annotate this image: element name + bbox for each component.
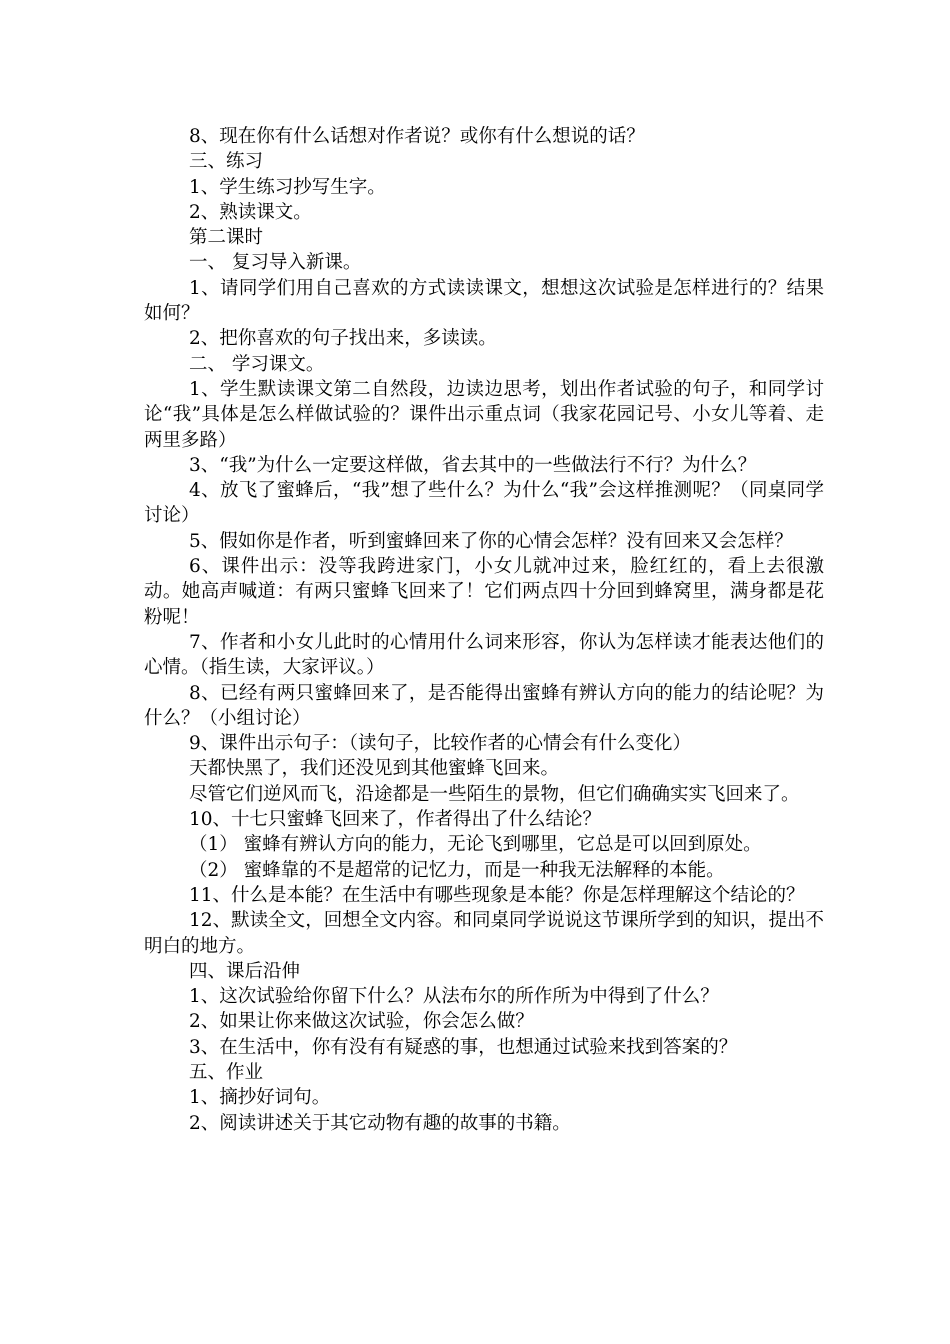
paragraph: 1、这次试验给你留下什么？从法布尔的所作所为中得到了什么？: [189, 986, 719, 1008]
paragraph: 6、课件出示：没等我跨进家门，小女儿就冲过来，脸红红的，看上去很激动。她高声喊道：有两只蜜蜂飞回来了！它们两点四十分回到蜂窝里，满身都是花粉呢！: [144, 556, 824, 628]
paragraph: 8、现在你有什么话想对作者说？或你有什么想说的话？: [189, 126, 645, 147]
paragraph: 2、阅读讲述关于其它动物有趣的故事的书籍。: [189, 1112, 571, 1134]
section-heading: 三、练习: [189, 151, 264, 173]
document-body: [144, 124, 824, 1136]
lesson-heading: 第二课时: [189, 227, 264, 249]
paragraph: 5、假如你是作者，听到蜜蜂回来了你的心情会怎样？没有回来又会怎样？: [189, 530, 793, 552]
section-heading: 一、 复习导入新课。: [189, 252, 362, 274]
section-heading: 二、 学习课文。: [189, 353, 325, 375]
paragraph: 2、熟读课文。: [189, 201, 312, 223]
paragraph: 2、如果让你来做这次试验，你会怎么做？: [189, 1011, 534, 1033]
section-heading: 四、课后沿伸: [189, 960, 301, 982]
paragraph: 1、学生练习抄写生字。: [189, 176, 386, 198]
section-heading: 五、作业: [189, 1061, 264, 1083]
paragraph: 3、在生活中，你有没有有疑惑的事，也想通过试验来找到答案的？: [189, 1036, 738, 1058]
paragraph: （1） 蜜蜂有辨认方向的能力，无论飞到哪里，它总是可以回到原处。: [189, 834, 762, 856]
paragraph: 2、把你喜欢的句子找出来，多读读。: [189, 328, 497, 350]
paragraph: 1、学生默读课文第二自然段，边读边思考，划出作者试验的句子，和同学讨论“我”具体是怎么样做试验的？课件出示重点词（我家花园记号、小女儿等着、走两里多路）: [144, 378, 824, 451]
paragraph: 11、什么是本能？在生活中有哪些现象是本能？你是怎样理解这个结论的？: [189, 884, 805, 906]
paragraph: 1、摘抄好词句。: [189, 1087, 331, 1109]
paragraph: 3、“我”为什么一定要这样做，省去其中的一些做法行不行？为什么？: [189, 454, 757, 476]
paragraph: 天都快黑了，我们还没见到其他蜜蜂飞回来。: [189, 758, 560, 780]
paragraph: 尽管它们逆风而飞，沿途都是一些陌生的景物，但它们确确实实飞回来了。: [189, 783, 800, 805]
paragraph: 12、默读全文，回想全文内容。和同桌同学说说这节课所学到的知识，提出不明白的地方。: [144, 910, 824, 957]
paragraph: 10、十七只蜜蜂飞回来了，作者得出了什么结论？: [189, 809, 602, 831]
paragraph: （2） 蜜蜂靠的不是超常的记忆力，而是一种我无法解释的本能。: [189, 859, 725, 881]
paragraph: 4、放飞了蜜蜂后，“我”想了些什么？为什么“我”会这样推测呢？（同桌同学讨论）: [144, 480, 824, 527]
paragraph: 8、已经有两只蜜蜂回来了，是否能得出蜜蜂有辨认方向的能力的结论呢？为什么？（小组讨论）: [144, 682, 824, 729]
paragraph: 9、课件出示句子：（读句子，比较作者的心情会有什么变化）: [189, 733, 692, 755]
paragraph: 1、请同学们用自己喜欢的方式读读课文，想想这次试验是怎样进行的？结果如何？: [144, 277, 824, 325]
paragraph: 7、作者和小女儿此时的心情用什么词来形容，你认为怎样读才能表达他们的心情。（指生读，大家评议。）: [144, 631, 824, 679]
